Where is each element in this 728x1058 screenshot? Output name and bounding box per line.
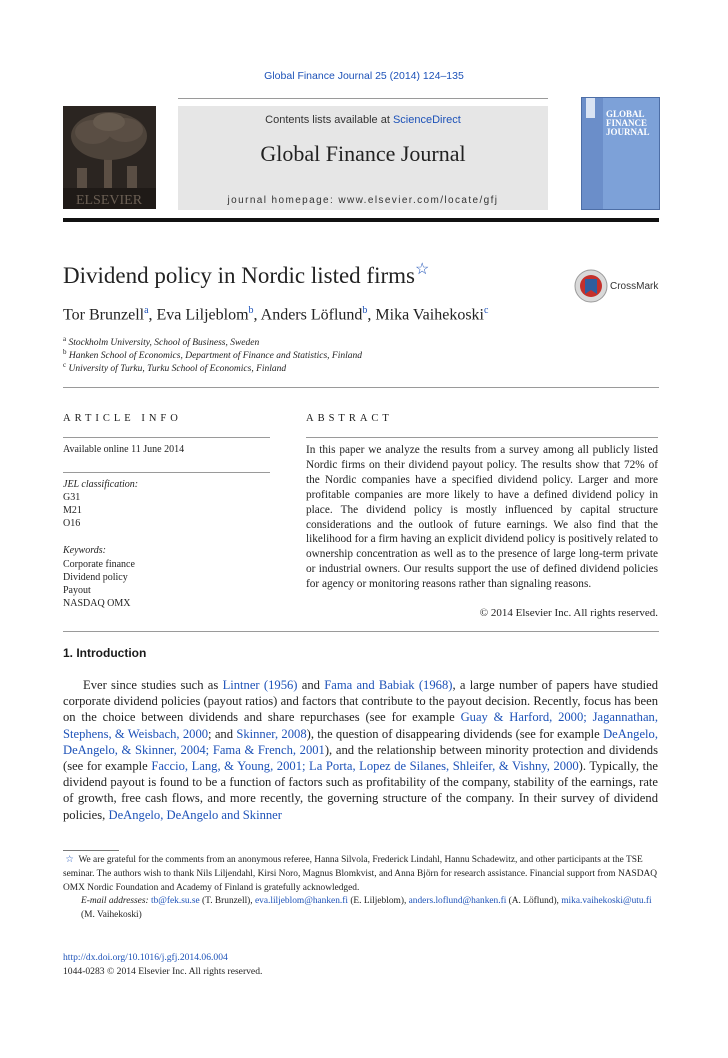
cover-title: GLOBAL FINANCE JOURNAL (606, 109, 650, 137)
footnote-rule (63, 850, 119, 851)
introduction-body (63, 677, 658, 823)
email-link[interactable]: anders.loflund@hanken.fi (408, 896, 507, 907)
reference-link[interactable]: Skinner, 2008 (236, 726, 307, 741)
acknowledgement-footnote (63, 854, 660, 923)
available-online: Available online 11 June 2014 (63, 444, 185, 455)
footnote-star-icon: ☆ (65, 855, 74, 865)
journal-header-box (178, 106, 548, 210)
article-info-rule (63, 437, 270, 438)
reference-link[interactable]: Fama and Babiak (1968) (324, 678, 453, 692)
author-affil-mark[interactable]: b (248, 305, 254, 316)
journal-cover-thumbnail (581, 97, 660, 210)
email-addresses: E-mail addresses: tb@fek.su.se (T. Brunzell), eva.liljeblom@hanken.fi (E. Liljeblom), anders.loflund@hanken.fi (A. Löflund), mika.vaihekoski@utu.fi (M. Vaihekoski) (81, 896, 652, 921)
abstract-rule (306, 437, 658, 438)
doi-link[interactable]: http://dx.doi.org/10.1016/j.gfj.2014.06.004 (63, 952, 228, 963)
article-title (63, 263, 429, 289)
abstract-text: In this paper we analyze the results from a survey among all publicly listed Nordic firms on their dividend payout policy. The results show that 72% of the Nordic companies have a specified dividend policy. Larger and more profitable companies are more likely to have a defined dividend policy in place. The dividend policy is mostly influenced by capital structure considerations and the outlook of future earnings. We also find that the likelihood for a firm having an explicit dividend policy is positively related to ownership concentration as well as to the presence of large long-term private or industrial owners. Our results support the use of defined dividend policies for agency or monitoring reasons rather than signaling reasons. (306, 444, 659, 591)
affiliation-rule (63, 387, 659, 388)
title-footnote-star-icon[interactable]: ☆ (414, 261, 430, 278)
reference-link[interactable]: DeAngelo, DeAngelo and Skinner (108, 807, 282, 822)
author-affil-mark[interactable]: a (144, 305, 149, 316)
reference-link[interactable]: Faccio, Lang, & Young, 2001; La Porta, Lopez de Silanes, Shleifer, & Vishny, 2000 (151, 759, 579, 774)
journal-title: Global Finance Journal (260, 141, 466, 166)
author-name: Tor Brunzell (63, 306, 145, 324)
footnote-text: ☆ We are grateful for the comments from an anonymous referee, Hanna Silvola, Frederick Lindahl, Hannu Schadewitz, and other participants at the TSE seminar. The authors wish to thank Nils Liljendahl, Kirsi Noro, Magnus Blomkvist, and Anna Björn for research assistance. Financial support from NASDAQ OMX Nordic Foundation and Academy of Finland is gratefully acknowledged. (63, 855, 658, 893)
crossmark-icon (574, 269, 608, 303)
jel-code: G31 (63, 492, 81, 503)
abstract-heading: ABSTRACT (306, 413, 393, 424)
abstract-bottom-rule (63, 631, 659, 632)
contents-lists-line (178, 114, 548, 126)
jel-code: O16 (63, 518, 81, 529)
email-link[interactable]: eva.liljeblom@hanken.fi (254, 896, 348, 907)
author-name: Anders Löflund (260, 306, 363, 324)
author-name: Eva Liljeblom (156, 306, 249, 324)
abstract-copyright: © 2014 Elsevier Inc. All rights reserved. (479, 607, 658, 619)
reference-link[interactable]: DeAngelo, DeAngelo, & Skinner, 2004; Fama & French, 2001 (63, 726, 658, 757)
keyword: Corporate finance (63, 559, 135, 570)
author-list: Tor Brunzell$^a$, Eva Liljeblom$^b$, Anders Löflund$^b$, Mika Vaihekoski$^c$ (63, 305, 489, 324)
keyword: Payout (63, 585, 91, 596)
email-label: E-mail addresses: (81, 896, 149, 907)
crossmark-label: CrossMark (610, 281, 659, 292)
affiliation: $^b$ Hanken School of Economics, Department of Finance and Statistics, Finland (63, 348, 363, 362)
article-title-text: Dividend policy in Nordic listed firms (63, 263, 415, 288)
email-link[interactable]: tb@fek.su.se (150, 896, 200, 907)
article-history-rule (63, 472, 270, 473)
journal-citation-link[interactable]: Global Finance Journal 25 (2014) 124–135 (264, 70, 464, 82)
header-thick-rule (63, 218, 659, 222)
keyword: NASDAQ OMX (63, 598, 131, 609)
jel-label: JEL classification: (63, 479, 139, 490)
keywords-label: Keywords: (63, 545, 106, 556)
issn-copyright: 1044-0283 © 2014 Elsevier Inc. All rights reserved. (63, 966, 263, 977)
elsevier-logo (63, 106, 156, 209)
contents-prefix: Contents lists available at (265, 114, 393, 126)
keyword: Dividend policy (63, 572, 128, 583)
email-link[interactable]: mika.vaihekoski@utu.fi (561, 896, 652, 907)
journal-homepage[interactable]: journal homepage: www.elsevier.com/locate/gfj (227, 195, 499, 206)
affiliation: $^a$ Stockholm University, School of Business, Sweden (63, 335, 260, 349)
jel-code: M21 (63, 505, 82, 516)
elsevier-wordmark: ELSEVIER (75, 193, 143, 208)
article-info-heading: ARTICLE INFO (63, 413, 182, 424)
reference-link[interactable]: Guay & Harford, 2000; Jagannathan, Stephens, & Weisbach, 2000 (63, 710, 658, 741)
reference-link[interactable]: Lintner (1956) (222, 678, 298, 692)
header-top-rule (178, 98, 548, 99)
author-affil-mark[interactable]: b (362, 305, 368, 316)
section-heading-introduction: 1. Introduction (63, 646, 147, 660)
crossmark-badge[interactable] (574, 269, 664, 303)
introduction-paragraph: Ever since studies such as Lintner (1956) and Fama and Babiak (1968), a large number of papers have studied corporate dividend policies (payout ratios) and factors that contribute to the payout decision. Recently, focus has been on the choice between dividends and share repurchases (see for example Guay & Harford, 2000; Jagannathan, Stephens, & Weisbach, 2000; and Skinner, 2008), the question of disappearing dividends (see for example DeAngelo, DeAngelo, & Skinner, 2004; Fama & French, 2001), and the relationship between minority protection and dividends (see for example Faccio, Lang, & Young, 2001; La Porta, Lopez de Silanes, Shleifer, & Vishny, 2000). Typically, the dividend payout is found to be a function of factors such as profitability of the company, stability of the earnings, rate of growth, free cash flows, and more recently, the governing structure of the company. In their survey of dividend policies, DeAngelo, DeAngelo and Skinner (63, 678, 659, 822)
author-affil-mark[interactable]: c (484, 305, 489, 316)
sciencedirect-link[interactable]: ScienceDirect (392, 114, 461, 126)
affiliation: $^c$ University of Turku, Turku School of Economics, Finland (63, 361, 287, 375)
author-name: Mika Vaihekoski (375, 306, 484, 324)
